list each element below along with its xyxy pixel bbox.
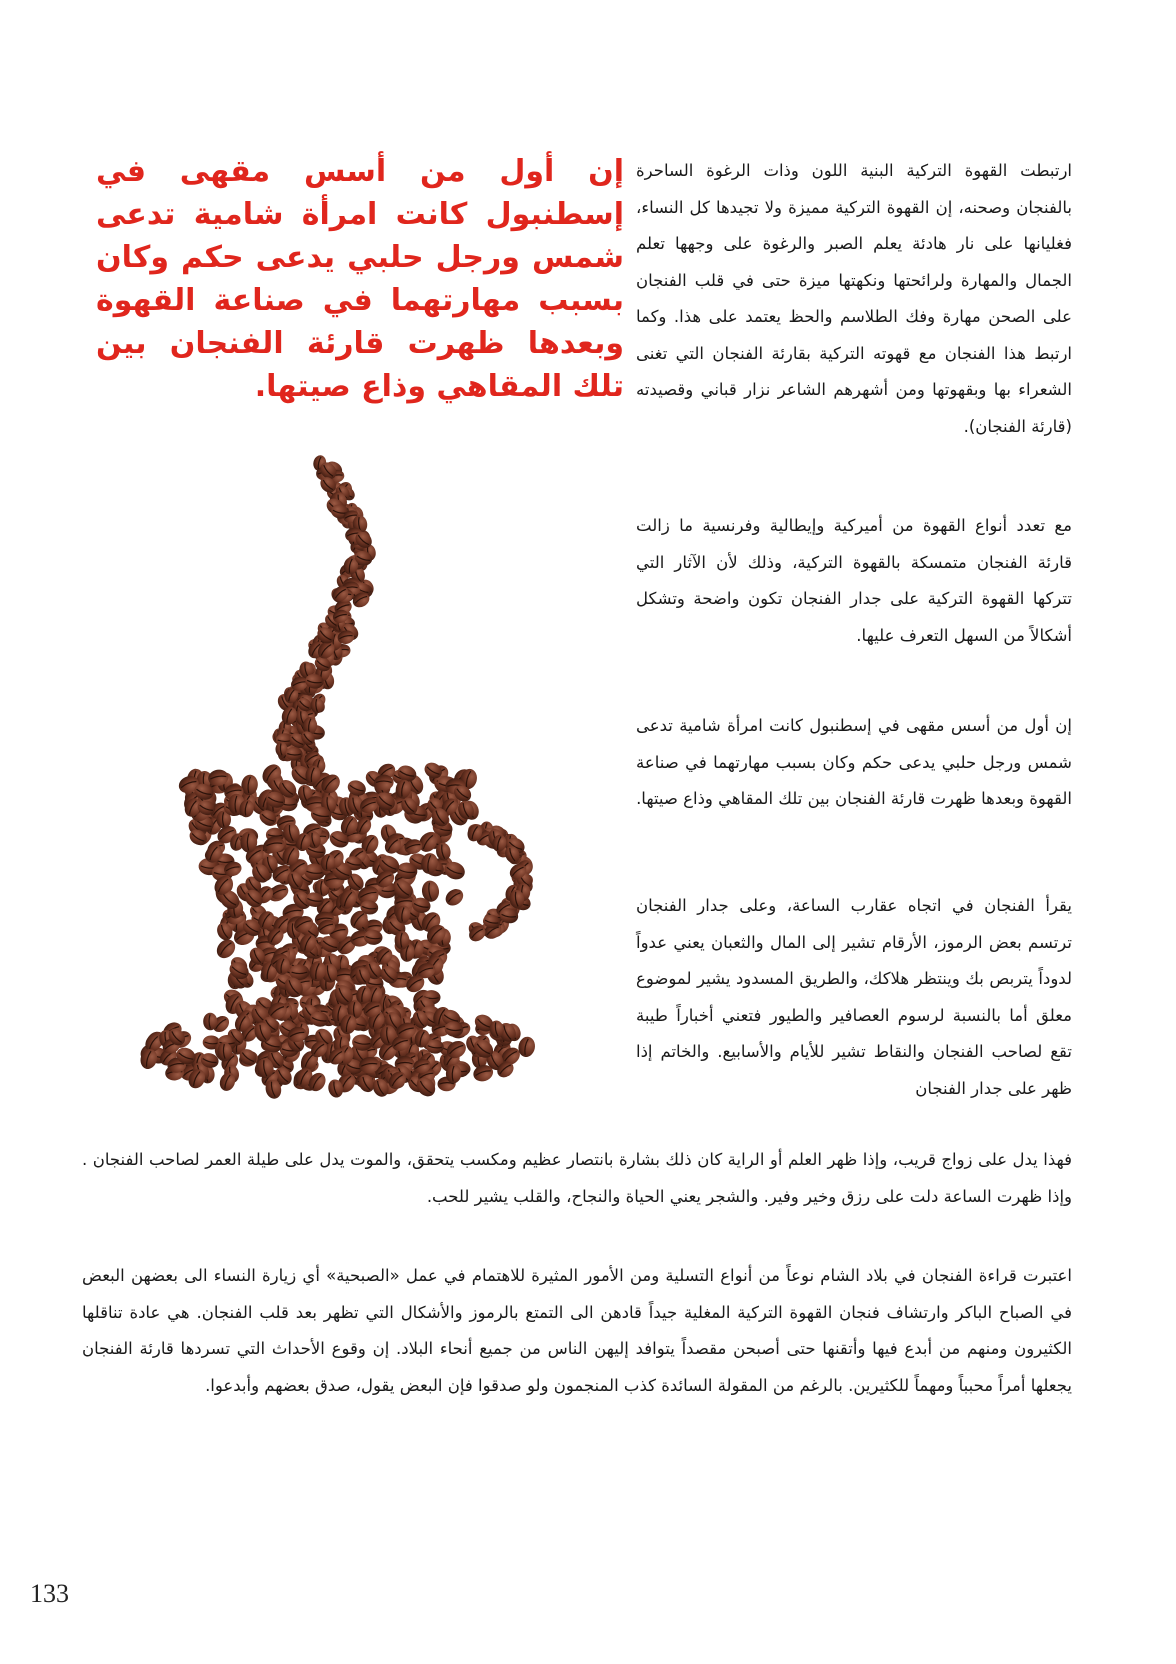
body-paragraph-3: إن أول من أسس مقهى في إسطنبول كانت امرأة شامية تدعى شمس ورجل حلبي يدعى حكم وكان بسبب مهارتهما في صناعة القهوة وبعدها ظهرت قارئة الفنجان بين تلك المقاهي وذاع صيتها.: [636, 716, 1072, 808]
body-paragraph-4-continued: فهذا يدل على زواج قريب، وإذا ظهر العلم أو الراية كان ذلك بشارة بانتصار عظيم ومكسب يتحقق، والموت يدل على طيلة العمر لصاحب الفنجان . وإذا ظهرت الساعة دلت على رزق وخير وفير. والشجر يعني الحياة والنجاح، والقلب يشير للحب.: [82, 1150, 1072, 1206]
body-paragraph-5: اعتبرت قراءة الفنجان في بلاد الشام نوعاً من أنواع التسلية ومن الأمور المثيرة للاهتمام في عمل «الصبحية» أي زيارة النساء الى بعضهن البعض في الصباح الباكر وارتشاف فنجان القهوة التركية المغلية جيداً قادهن الى التمتع بالرموز والأشكال التي تظهر بعد قلب الفنجان. هي عادة تناقلها الكثيرون ومنهم من أبدع فيها وأتقنها حتى أصبحن مقصداً يتوافد إليهن الناس من جميع أنحاء البلاد. إن وقوع الأحداث التي تسردها قارئة الفنجان يجعلها أمراً محبباً ومهماً للكثيرين. بالرغم من المقولة السائدة كذب المنجمون ولو صدقوا فإن البعض يقول، صدق بعضهم وأبدعوا.: [82, 1266, 1072, 1395]
coffee-beans-cup-image: [128, 450, 568, 1150]
coffee-bean: [374, 775, 393, 791]
pull-quote: إن أول من أسس مقهى في إسطنبول كانت امرأة شامية تدعى شمس ورجل حلبي يدعى حكم وكان بسبب مهارتهما في صناعة القهوة وبعدها ظهرت قارئة الفنجان بين تلك المقاهي وذاع صيتها.: [96, 154, 624, 404]
page-number: 133: [30, 1579, 69, 1608]
body-paragraph-2: مع تعدد أنواع القهوة من أميركية وإيطالية وفرنسية ما زالت قارئة الفنجان متمسكة بالقهوة التركية، وذلك لأن الآثار التي تتركها القهوة التركية على جدار الفنجان تكون واضحة وتشكل أشكالاً من السهل التعرف عليها.: [636, 516, 1072, 645]
body-paragraph-1: ارتبطت القهوة التركية البنية اللون وذات الرغوة الساحرة بالفنجان وصحنه، إن القهوة التركية مميزة ولا تجيدها كل النساء، فغليانها على نار هادئة يعلم الصبر والرغوة على وجهها تعلم الجمال والمهارة ولرائحتها ونكهتها ميزة حتى في قلب الفنجان على الصحن مهارة وفك الطلاسم والحظ يعتمد على هذا. وكما ارتبط هذا الفنجان مع قهوته التركية بقارئة الفنجان التي تغنى الشعراء بها وبقهوتها ومن أشهرهم الشاعر نزار قباني وقصيدته (قارئة الفنجان).: [636, 161, 1072, 436]
body-paragraph-4: يقرأ الفنجان في اتجاه عقارب الساعة، وعلى جدار الفنجان ترتسم بعض الرموز، الأرقام تشير إلى المال والثعبان يعني عدواً لدوداً يتربص بك وينتظر هلاكك، والطريق المسدود يشير لموضوع معلق أما بالنسبة لرسوم العصافير والطيور فتعني أخباراً طيبة تقع لصاحب الفنجان والنقاط تشير للأيام والأسابيع. والخاتم إذا ظهر على جدار الفنجان: [636, 896, 1072, 1098]
coffee-bean: [442, 886, 466, 909]
